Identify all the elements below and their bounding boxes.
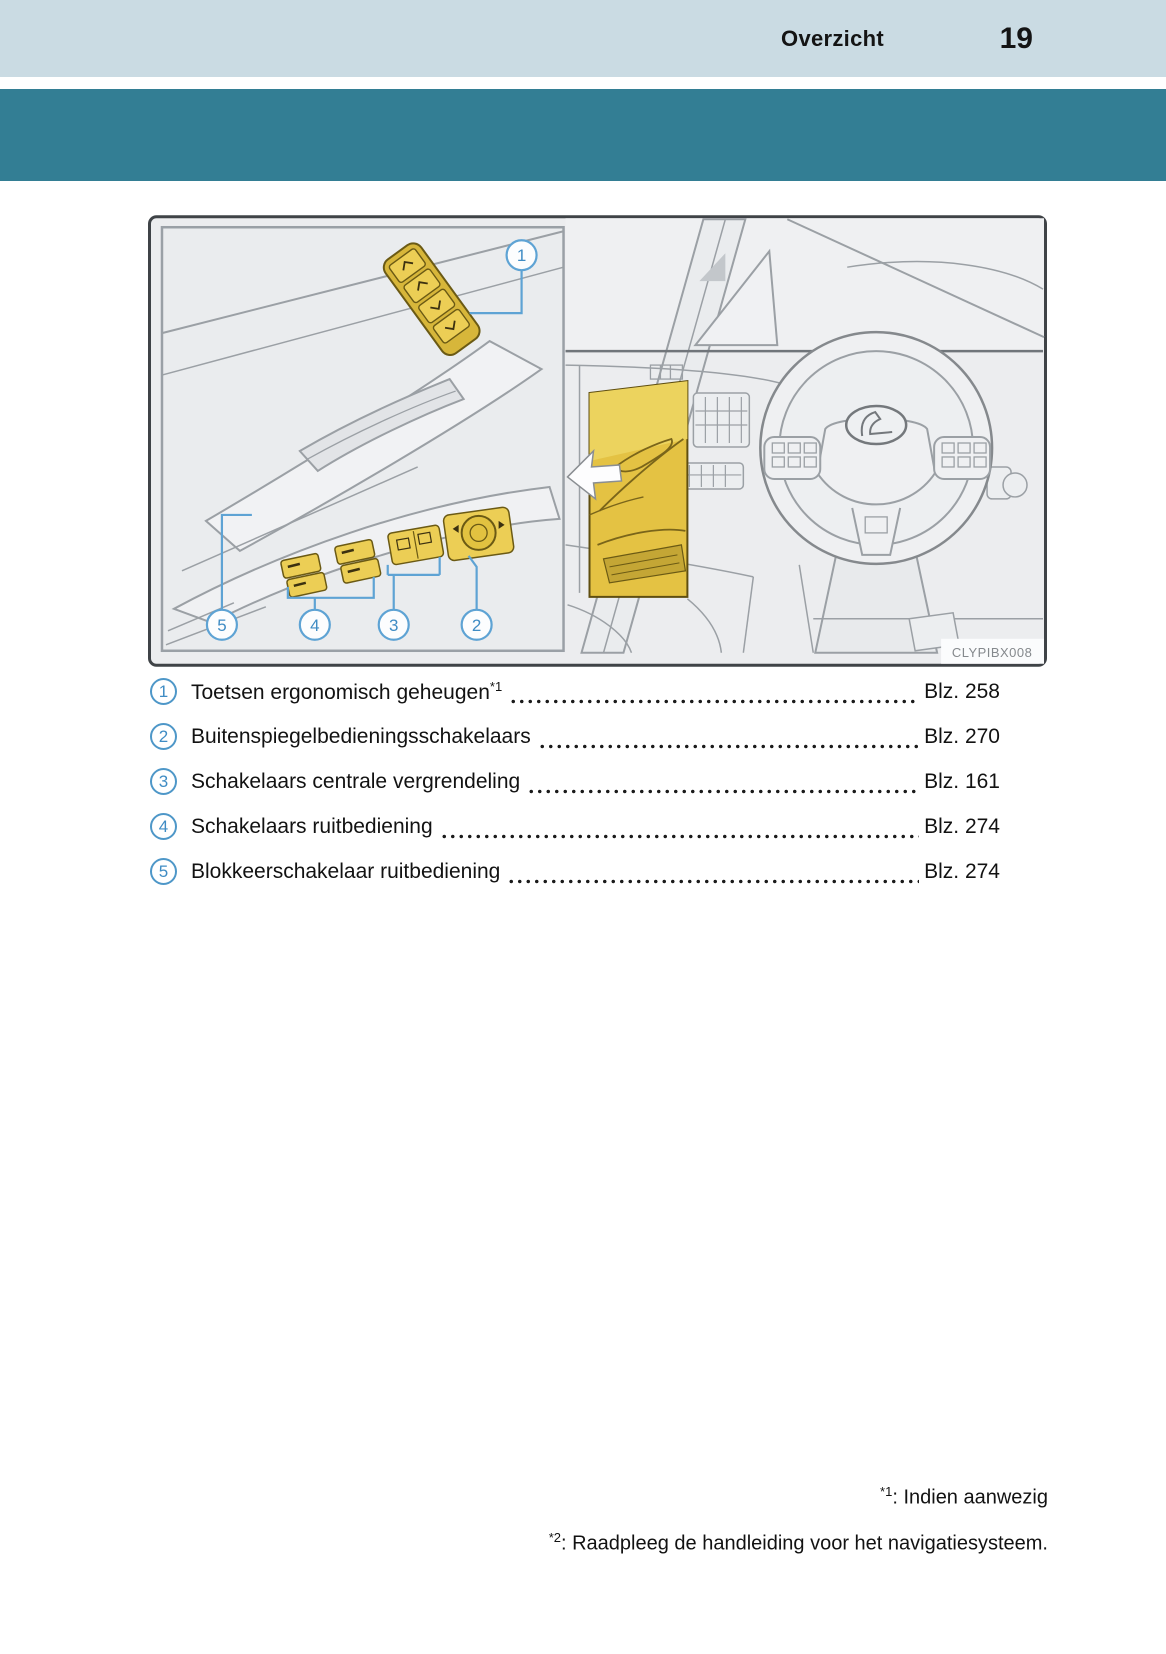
- figure-code: CLYPIBX008: [951, 644, 1033, 660]
- legend-row: [150, 849, 1000, 894]
- footnote-marker: *1: [880, 1484, 893, 1499]
- dotted-leader: [527, 789, 919, 794]
- footnote-line: [549, 1472, 1048, 1518]
- legend-page-ref: Blz. 161: [924, 769, 1000, 793]
- footnote-marker: *1: [489, 678, 503, 694]
- legend-row: [150, 804, 1000, 849]
- legend-item-number: 4: [150, 813, 177, 840]
- section-color-band: [0, 89, 1166, 181]
- legend-page-ref: Blz. 270: [924, 724, 1000, 748]
- footnotes: [549, 1472, 1048, 1563]
- legend-item-label: Schakelaars centrale vergrendeling: [191, 769, 521, 793]
- legend-page-ref: Blz. 258: [924, 679, 1000, 703]
- legend-item-label: Blokkeerschakelaar ruitbediening: [191, 859, 501, 883]
- legend-item-number: 5: [150, 858, 177, 885]
- callout-5: 5: [217, 615, 227, 635]
- header-bar: [0, 0, 1166, 77]
- legend-item-number: 3: [150, 768, 177, 795]
- callout-4: 4: [310, 615, 320, 635]
- dotted-leader: [440, 834, 919, 839]
- mirror-switch: [443, 507, 515, 562]
- legend-item-number: 1: [150, 678, 177, 705]
- legend-item-label: Schakelaars ruitbediening: [191, 814, 433, 838]
- legend-list: [150, 669, 1000, 894]
- footnote-marker: *2: [548, 1529, 561, 1545]
- door-switches-diagram: [148, 215, 1047, 667]
- door-highlight: [590, 381, 688, 597]
- footnote-line: [549, 1518, 1048, 1564]
- dotted-leader: [507, 879, 919, 884]
- legend-row: [150, 669, 1000, 714]
- legend-item-label: Buitenspiegelbedieningsschakelaars: [191, 724, 531, 748]
- legend-row: [150, 714, 1000, 759]
- dotted-leader: [509, 699, 919, 704]
- footnote-text: : Raadpleeg de handleiding voor het navigatiesysteem.: [561, 1532, 1048, 1555]
- car-interior-illustration: [148, 215, 1047, 667]
- legend-page-ref: Blz. 274: [924, 814, 1000, 838]
- callout-1: 1: [516, 246, 527, 266]
- legend-item-number: 2: [150, 723, 177, 750]
- legend-row: [150, 759, 1000, 804]
- legend-page-ref: Blz. 274: [924, 859, 1000, 883]
- legend-item-label: Toetsen ergonomisch geheugen$^{*1}$: [191, 678, 503, 704]
- page-number: 19: [999, 21, 1033, 55]
- callout-2: 2: [471, 615, 482, 635]
- page-title: Overzicht: [781, 25, 884, 51]
- footnote-text: : Indien aanwezig: [892, 1486, 1048, 1509]
- callout-3: 3: [389, 615, 399, 635]
- dotted-leader: [538, 744, 919, 749]
